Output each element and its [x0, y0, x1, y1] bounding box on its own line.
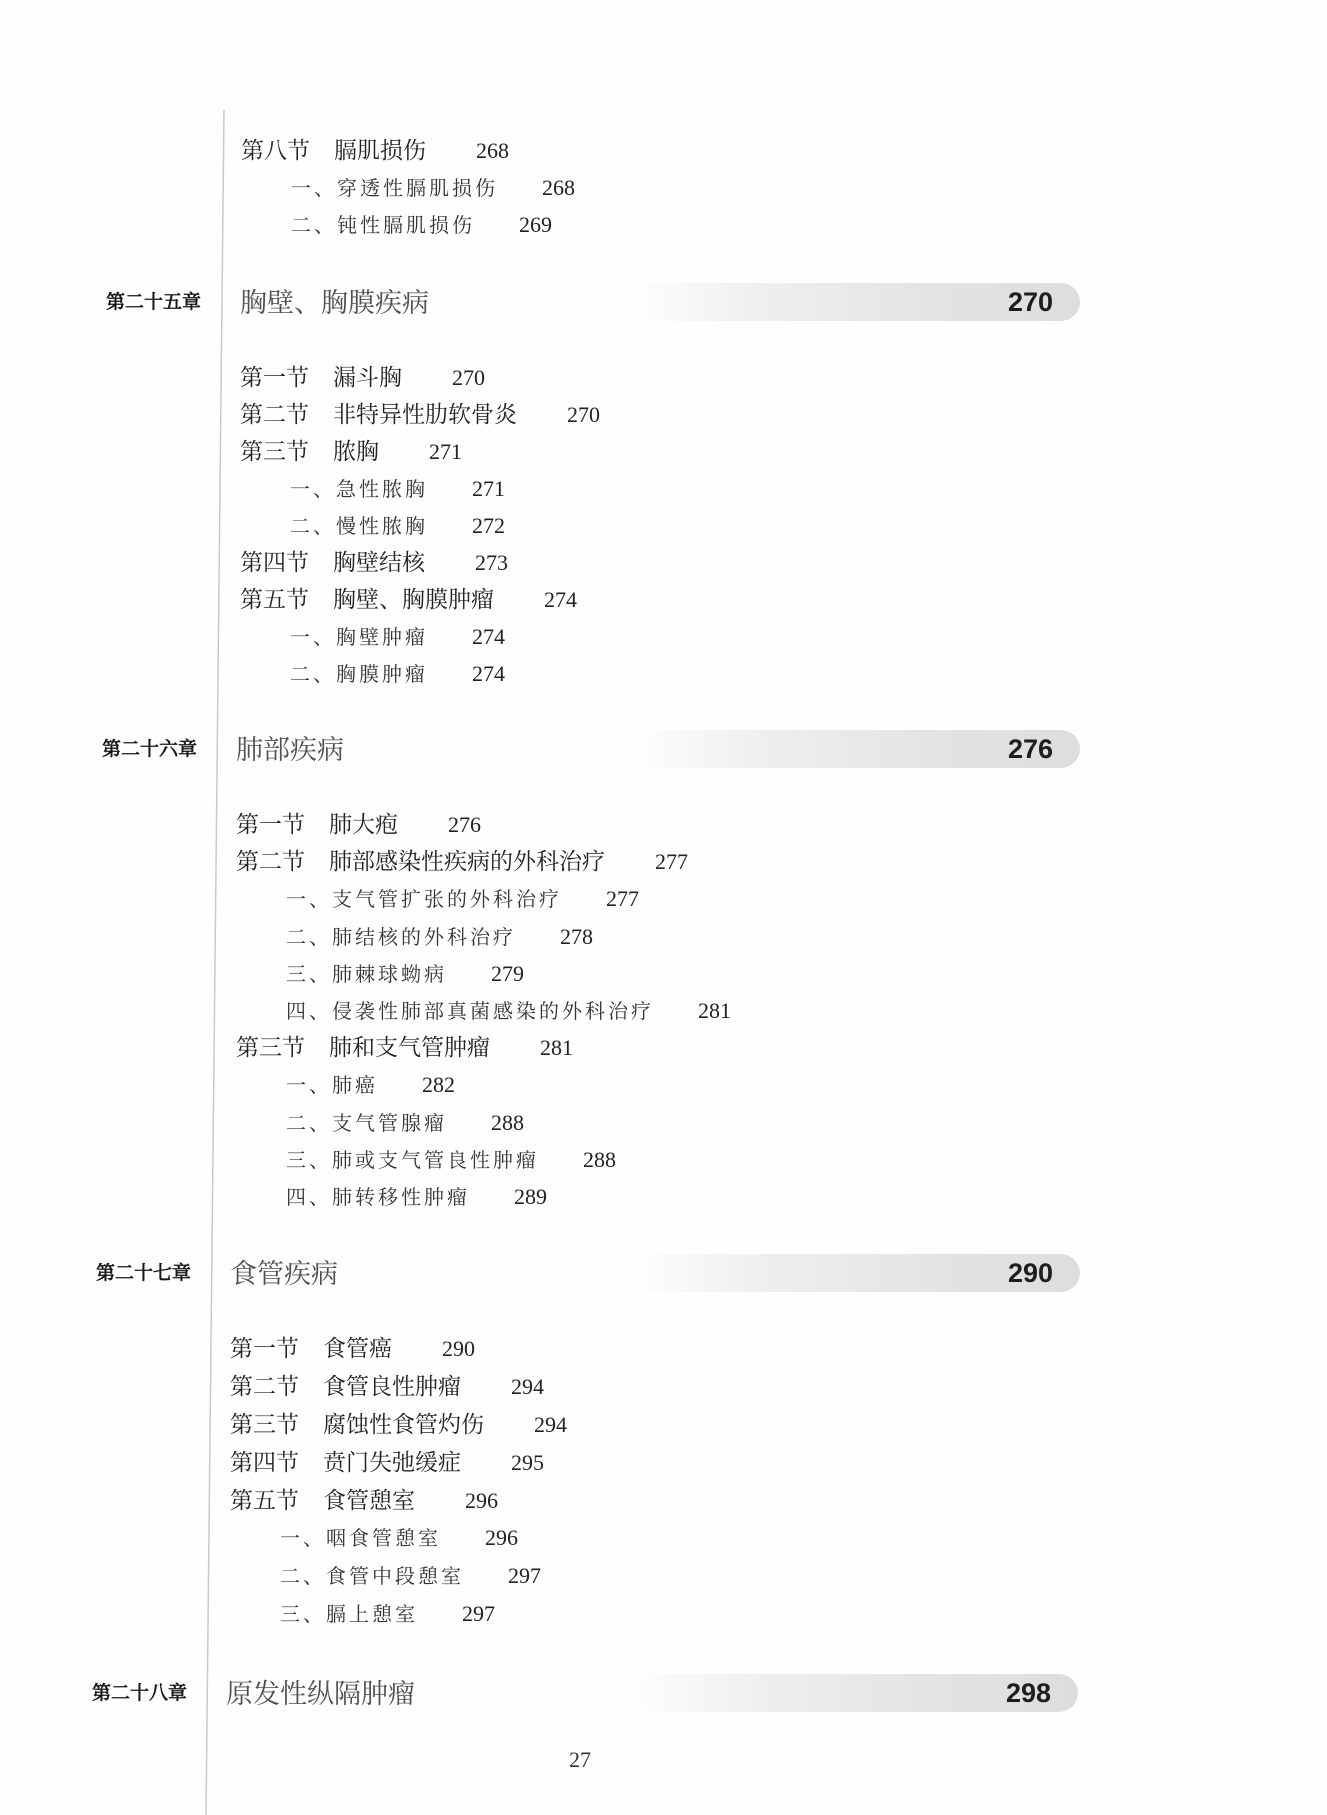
- chapter-title: 原发性纵隔肿瘤: [226, 1679, 415, 1710]
- section-page: 277: [655, 849, 688, 875]
- subsection-page: 274: [472, 661, 505, 686]
- subsection-title: 侵袭性肺部真菌感染的外科治疗: [332, 998, 654, 1023]
- section-list: [241, 132, 575, 243]
- subsection-title: 肺结核的外科治疗: [332, 924, 516, 949]
- subsection-page: 271: [472, 476, 505, 501]
- section-title: 食管癌: [323, 1336, 392, 1362]
- section-label: 第八节: [241, 138, 310, 164]
- subsection-title: 膈上憩室: [326, 1602, 418, 1627]
- subsection-page: 288: [491, 1109, 524, 1135]
- chapter-page: 270: [1007, 287, 1053, 317]
- section-page: 296: [465, 1487, 498, 1513]
- section-label: 第一节: [240, 365, 309, 391]
- chapter-title: 食管疾病: [230, 1259, 338, 1290]
- subsection-label: 二、: [290, 514, 336, 538]
- section-title: 脓胸: [333, 439, 379, 465]
- toc-section: [240, 544, 1080, 581]
- subsection-label: 一、: [280, 1526, 326, 1551]
- section-title: 胸壁、胸膜肿瘤: [333, 587, 494, 613]
- section-title: 肺和支气管肿瘤: [329, 1035, 490, 1062]
- toc-continuation: [241, 132, 575, 243]
- section-page: 294: [534, 1411, 567, 1437]
- toc-subsection: [236, 1104, 1080, 1141]
- toc-section: [240, 396, 1080, 433]
- section-title: 贲门失弛缓症: [323, 1449, 461, 1476]
- toc-subsection: [240, 655, 1080, 692]
- subsection-label: 一、: [291, 176, 337, 200]
- subsection-title: 肺癌: [332, 1073, 378, 1098]
- toc-subsection: [236, 918, 1080, 955]
- chapter-block: [106, 283, 1080, 692]
- section-page: 271: [429, 439, 462, 464]
- section-label: 第三节: [240, 439, 309, 465]
- chapter-label: 第二十五章: [106, 291, 202, 313]
- subsection-label: 二、: [286, 1110, 332, 1135]
- chapter-header: [92, 1674, 1078, 1712]
- toc-section: [241, 132, 575, 169]
- subsection-title: 胸膜肿瘤: [336, 662, 428, 686]
- subsection-label: 一、: [290, 477, 336, 501]
- section-title: 肺大疱: [329, 812, 398, 838]
- subsection-title: 肺棘球蚴病: [332, 961, 447, 986]
- subsection-title: 慢性脓胸: [336, 514, 428, 538]
- subsection-title: 急性脓胸: [336, 477, 428, 501]
- section-page: 276: [448, 812, 481, 837]
- toc-subsection: [236, 955, 1080, 992]
- subsection-page: 281: [698, 997, 731, 1023]
- section-list: [230, 1330, 1080, 1633]
- subsection-page: 282: [422, 1072, 455, 1098]
- toc-section: [240, 433, 1080, 470]
- toc-subsection: [236, 880, 1080, 917]
- chapter-page-banner: [628, 1674, 1078, 1712]
- toc-section: [236, 806, 1080, 843]
- section-page: 295: [511, 1449, 544, 1475]
- section-title: 非特异性肋软骨炎: [333, 402, 517, 428]
- page-number: 27: [569, 1747, 591, 1772]
- section-page: 294: [511, 1373, 544, 1399]
- subsection-page: 269: [519, 212, 552, 237]
- chapter-label: 第二十六章: [102, 738, 198, 760]
- chapter-block: [92, 1674, 1078, 1712]
- toc-section: [230, 1330, 1080, 1368]
- section-title: 漏斗胸: [333, 365, 402, 391]
- subsection-label: 三、: [286, 1147, 332, 1172]
- chapter-label: 第二十八章: [92, 1682, 188, 1704]
- chapter-page: 290: [1007, 1258, 1053, 1288]
- chapter-title: 胸壁、胸膜疾病: [240, 288, 429, 319]
- section-label: 第四节: [230, 1449, 299, 1476]
- toc-subsection: [240, 618, 1080, 655]
- toc-subsection: [230, 1557, 1080, 1595]
- subsection-label: 一、: [286, 887, 332, 912]
- subsection-label: 三、: [286, 961, 332, 986]
- subsection-title: 咽食管憩室: [326, 1526, 441, 1551]
- chapter-block: [102, 730, 1080, 1215]
- section-title: 肺部感染性疾病的外科治疗: [329, 849, 605, 876]
- subsection-page: 297: [462, 1601, 495, 1627]
- section-title: 食管良性肿瘤: [323, 1373, 461, 1400]
- subsection-page: 279: [491, 960, 524, 986]
- subsection-page: 288: [583, 1146, 616, 1172]
- chapter-header: [96, 1254, 1080, 1292]
- section-label: 第五节: [230, 1487, 299, 1514]
- subsection-title: 胸壁肿瘤: [336, 625, 428, 649]
- section-page: 268: [476, 138, 509, 163]
- subsection-page: 278: [560, 923, 593, 949]
- chapter-page-banner: [630, 730, 1080, 768]
- subsection-label: 二、: [286, 924, 332, 949]
- toc-section: [240, 359, 1080, 396]
- subsection-page: 296: [485, 1525, 518, 1551]
- toc-subsection: [230, 1595, 1080, 1633]
- subsection-page: 274: [472, 624, 505, 649]
- section-page: 270: [567, 402, 600, 427]
- subsection-page: 297: [508, 1563, 541, 1589]
- toc-subsection: [240, 470, 1080, 507]
- subsection-title: 肺转移性肿瘤: [332, 1184, 470, 1209]
- toc-subsection: [230, 1519, 1080, 1557]
- section-label: 第二节: [230, 1373, 299, 1400]
- subsection-label: 二、: [290, 662, 336, 686]
- section-title: 膈肌损伤: [334, 138, 426, 164]
- toc-subsection: [240, 507, 1080, 544]
- subsection-title: 支气管扩张的外科治疗: [332, 887, 562, 912]
- toc-section: [236, 1029, 1080, 1066]
- chapter-page: 298: [1005, 1678, 1051, 1708]
- subsection-label: 一、: [290, 625, 336, 649]
- section-page: 281: [540, 1035, 573, 1061]
- chapter-label: 第二十七章: [96, 1262, 192, 1284]
- toc-section: [240, 581, 1080, 618]
- subsection-page: 268: [542, 175, 575, 200]
- section-list: [236, 806, 1080, 1215]
- toc-section: [236, 843, 1080, 880]
- section-page: 290: [442, 1336, 475, 1361]
- toc-section: [230, 1406, 1080, 1444]
- margin-rule: [206, 110, 224, 1815]
- section-title: 腐蚀性食管灼伤: [323, 1411, 484, 1438]
- chapter-header: [102, 730, 1080, 768]
- subsection-label: 三、: [280, 1602, 326, 1627]
- section-label: 第一节: [230, 1336, 299, 1362]
- subsection-page: 289: [514, 1183, 547, 1209]
- toc-subsection: [241, 169, 575, 206]
- section-list: [240, 359, 1080, 692]
- subsection-label: 二、: [291, 213, 337, 237]
- toc-section: [230, 1444, 1080, 1482]
- subsection-label: 二、: [280, 1564, 326, 1589]
- subsection-label: 四、: [286, 1184, 332, 1209]
- chapter-page: 276: [1007, 734, 1053, 764]
- section-title: 胸壁结核: [333, 550, 425, 576]
- section-label: 第五节: [240, 587, 309, 613]
- chapter-title: 肺部疾病: [236, 735, 344, 766]
- toc-subsection: [241, 206, 575, 243]
- chapter-block: [96, 1254, 1080, 1633]
- section-label: 第四节: [240, 550, 309, 576]
- chapter-page-banner: [630, 1254, 1080, 1292]
- subsection-title: 支气管腺瘤: [332, 1110, 447, 1135]
- section-page: 274: [544, 587, 577, 612]
- chapter-page-banner: [630, 283, 1080, 321]
- section-label: 第二节: [236, 849, 305, 876]
- section-title: 食管憩室: [323, 1487, 415, 1514]
- section-label: 第一节: [236, 812, 305, 838]
- subsection-page: 272: [472, 513, 505, 538]
- toc-subsection: [236, 1141, 1080, 1178]
- chapter-header: [106, 283, 1080, 321]
- section-page: 270: [452, 365, 485, 390]
- subsection-label: 四、: [286, 998, 332, 1023]
- toc-subsection: [236, 1066, 1080, 1103]
- subsection-title: 食管中段憩室: [326, 1564, 464, 1589]
- toc-subsection: [236, 992, 1080, 1029]
- section-label: 第二节: [240, 402, 309, 428]
- toc-section: [230, 1482, 1080, 1520]
- toc-section: [230, 1368, 1080, 1406]
- section-label: 第三节: [236, 1035, 305, 1062]
- subsection-title: 穿透性膈肌损伤: [337, 176, 498, 200]
- subsection-page: 277: [606, 886, 639, 912]
- toc-subsection: [236, 1178, 1080, 1215]
- section-label: 第三节: [230, 1411, 299, 1438]
- subsection-title: 钝性膈肌损伤: [337, 213, 475, 237]
- section-page: 273: [475, 550, 508, 575]
- subsection-label: 一、: [286, 1073, 332, 1098]
- subsection-title: 肺或支气管良性肿瘤: [332, 1147, 539, 1172]
